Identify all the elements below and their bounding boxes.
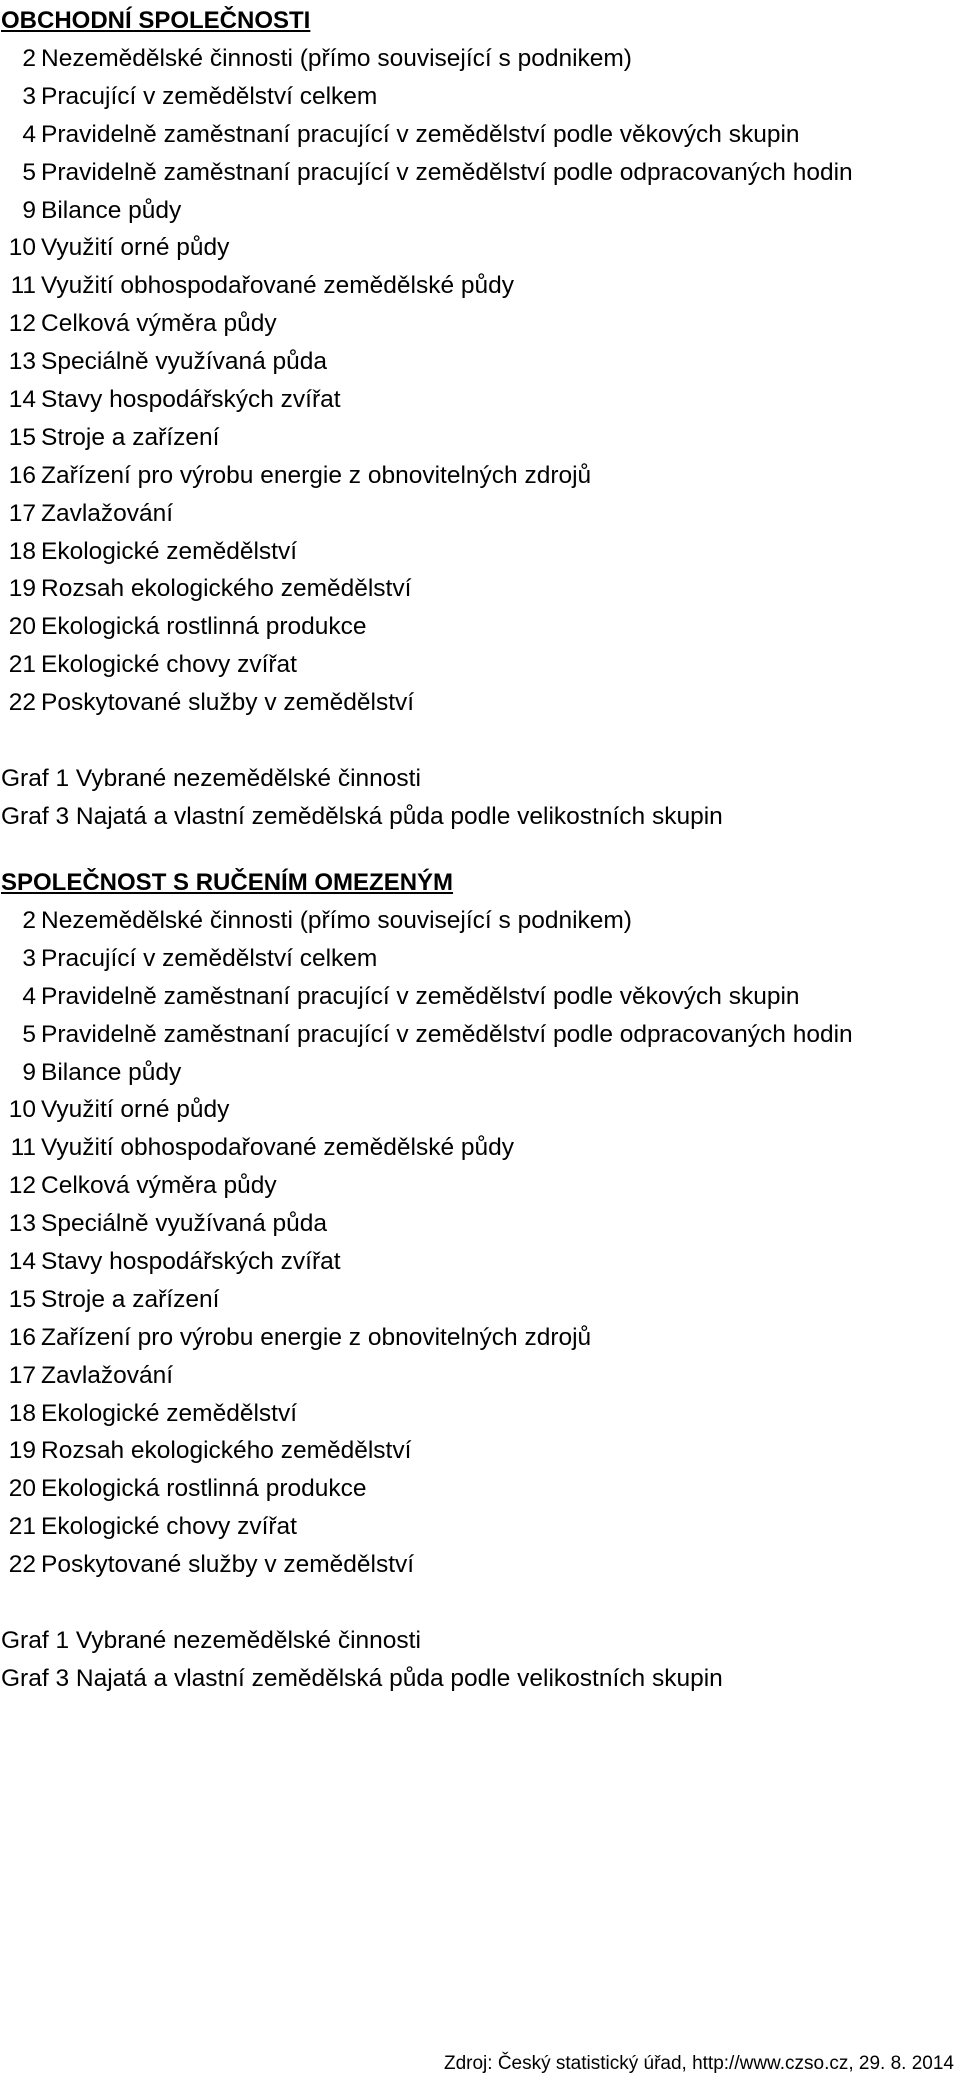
- table-title: Využití obhospodařované zemědělské půdy: [41, 272, 515, 300]
- table-link-item[interactable]: [0, 1054, 960, 1092]
- table-number: 11: [10, 1134, 36, 1162]
- table-title: Rozsah ekologického zemědělství: [41, 575, 412, 603]
- table-link-item[interactable]: [0, 343, 960, 381]
- table-link-item[interactable]: [0, 646, 960, 684]
- table-title: Speciálně využívaná půda: [41, 348, 328, 376]
- table-title: Pravidelně zaměstnaní pracující v zemědělství podle odpracovaných hodin: [41, 1020, 853, 1048]
- table-link-item[interactable]: [0, 1016, 960, 1054]
- section-heading: SPOLEČNOST S RUČENÍM OMEZENÝM: [1, 869, 454, 896]
- source-note: Zdroj: Český statistický úřad, http://www.czso.cz, 29. 8. 2014: [443, 2053, 954, 2074]
- table-title: Stavy hospodářských zvířat: [41, 1248, 341, 1276]
- table-number: 22: [8, 689, 36, 717]
- table-link-item[interactable]: [0, 192, 960, 230]
- graph-link-item[interactable]: Graf 3 Najatá a vlastní zemědělská půda podle velikostních skupin: [1, 1664, 723, 1692]
- table-link-item[interactable]: [0, 1395, 960, 1433]
- table-title: Ekologická rostlinná produkce: [41, 1475, 367, 1503]
- table-title: Celková výměra půdy: [41, 310, 277, 338]
- section-spolecnost-s-rucenim-omezenym: [0, 864, 960, 1698]
- table-number: 11: [10, 272, 36, 300]
- section-obchodni-spolecnosti: [0, 2, 960, 836]
- table-number: 5: [22, 158, 36, 186]
- table-title: Bilance půdy: [41, 1058, 182, 1086]
- table-link-item[interactable]: [0, 1432, 960, 1470]
- table-title: Využití orné půdy: [41, 1096, 230, 1124]
- table-number: 10: [8, 234, 36, 262]
- table-link-item[interactable]: [0, 1357, 960, 1395]
- table-title: Ekologické zemědělství: [41, 537, 298, 565]
- table-number: 22: [8, 1551, 36, 1579]
- graph-link-list: [0, 760, 960, 836]
- table-title: Celková výměra půdy: [41, 1172, 277, 1200]
- section-heading: OBCHODNÍ SPOLEČNOSTI: [1, 7, 311, 34]
- table-number: 13: [8, 1210, 36, 1238]
- table-link-item[interactable]: [0, 684, 960, 722]
- table-title: Pracující v zemědělství celkem: [41, 82, 378, 110]
- table-number: 21: [8, 651, 36, 679]
- table-number: 2: [22, 907, 36, 934]
- table-number: 21: [8, 1513, 36, 1541]
- table-number: 3: [22, 944, 36, 972]
- table-title: Ekologické chovy zvířat: [41, 1513, 297, 1541]
- table-title: Pracující v zemědělství celkem: [41, 944, 378, 972]
- table-title: Stavy hospodářských zvířat: [41, 386, 341, 414]
- table-title: Rozsah ekologického zemědělství: [41, 1437, 412, 1465]
- table-link-item[interactable]: [0, 40, 960, 78]
- table-link-item[interactable]: [0, 1470, 960, 1508]
- table-number: 18: [8, 537, 36, 565]
- table-number: 15: [8, 423, 36, 451]
- table-number: 4: [22, 982, 36, 1010]
- table-title: Stroje a zařízení: [41, 423, 220, 451]
- table-link-list: [0, 902, 960, 1584]
- table-title: Poskytované služby v zemědělství: [41, 1551, 415, 1579]
- table-title: Zavlažování: [41, 499, 174, 527]
- table-title: Pravidelně zaměstnaní pracující v zemědělství podle věkových skupin: [41, 120, 800, 148]
- table-link-item[interactable]: [0, 1167, 960, 1205]
- table-link-item[interactable]: [0, 381, 960, 419]
- table-number: 5: [22, 1020, 36, 1048]
- table-title: Nezemědělské činnosti (přímo související s podnikem): [41, 45, 632, 72]
- table-number: 10: [8, 1096, 36, 1124]
- table-number: 16: [8, 461, 36, 489]
- table-title: Využití obhospodařované zemědělské půdy: [41, 1134, 515, 1162]
- table-number: 12: [8, 1172, 36, 1200]
- table-link-item[interactable]: [0, 533, 960, 571]
- table-number: 9: [22, 1058, 36, 1086]
- table-link-item[interactable]: [0, 940, 960, 978]
- table-title: Bilance půdy: [41, 196, 182, 224]
- table-link-item[interactable]: [0, 1205, 960, 1243]
- table-title: Poskytované služby v zemědělství: [41, 689, 415, 717]
- table-link-item[interactable]: [0, 457, 960, 495]
- table-number: 4: [22, 120, 36, 148]
- table-number: 20: [8, 1475, 36, 1503]
- table-number: 14: [8, 1248, 36, 1276]
- table-link-item[interactable]: [0, 229, 960, 267]
- graph-link-item[interactable]: Graf 1 Vybrané nezemědělské činnosti: [1, 1627, 421, 1655]
- table-title: Zařízení pro výrobu energie z obnovitelných zdrojů: [41, 461, 592, 489]
- table-title: Zavlažování: [41, 1361, 174, 1389]
- table-title: Pravidelně zaměstnaní pracující v zemědělství podle odpracovaných hodin: [41, 158, 853, 186]
- table-number: 17: [8, 1361, 36, 1389]
- table-title: Zařízení pro výrobu energie z obnovitelných zdrojů: [41, 1323, 592, 1351]
- table-title: Ekologická rostlinná produkce: [41, 613, 367, 641]
- table-link-item[interactable]: [0, 902, 960, 940]
- table-number: 15: [8, 1285, 36, 1313]
- table-title: Využití orné půdy: [41, 234, 230, 262]
- table-number: 19: [8, 575, 36, 603]
- table-number: 2: [22, 45, 36, 72]
- graph-link-item[interactable]: Graf 3 Najatá a vlastní zemědělská půda podle velikostních skupin: [1, 802, 723, 830]
- table-link-item[interactable]: [0, 1243, 960, 1281]
- table-link-item[interactable]: [0, 1546, 960, 1584]
- graph-link-item[interactable]: Graf 1 Vybrané nezemědělské činnosti: [1, 765, 421, 793]
- table-number: 3: [22, 82, 36, 110]
- table-link-item[interactable]: [0, 1319, 960, 1357]
- table-number: 18: [8, 1399, 36, 1427]
- table-number: 16: [8, 1323, 36, 1351]
- table-link-item[interactable]: [0, 267, 960, 305]
- table-number: 20: [8, 613, 36, 641]
- table-link-item[interactable]: [0, 78, 960, 116]
- table-link-item[interactable]: [0, 1129, 960, 1167]
- table-number: 13: [8, 348, 36, 376]
- table-link-item[interactable]: [0, 978, 960, 1016]
- table-link-item[interactable]: [0, 1508, 960, 1546]
- table-link-item[interactable]: [0, 1281, 960, 1319]
- table-number: 12: [8, 310, 36, 338]
- table-title: Stroje a zařízení: [41, 1285, 220, 1313]
- table-number: 19: [8, 1437, 36, 1465]
- table-title: Pravidelně zaměstnaní pracující v zemědělství podle věkových skupin: [41, 982, 800, 1010]
- table-number: 14: [8, 386, 36, 414]
- table-title: Speciálně využívaná půda: [41, 1210, 328, 1238]
- table-title: Nezemědělské činnosti (přímo související s podnikem): [41, 907, 632, 934]
- table-number: 17: [8, 499, 36, 527]
- table-link-item[interactable]: [0, 154, 960, 192]
- table-link-item[interactable]: [0, 116, 960, 154]
- table-link-item[interactable]: [0, 495, 960, 533]
- table-title: Ekologické zemědělství: [41, 1399, 298, 1427]
- table-link-item[interactable]: [0, 1091, 960, 1129]
- table-link-item[interactable]: [0, 305, 960, 343]
- table-link-item[interactable]: [0, 570, 960, 608]
- table-link-item[interactable]: [0, 419, 960, 457]
- table-link-list: [0, 40, 960, 722]
- table-number: 9: [22, 196, 36, 224]
- table-title: Ekologické chovy zvířat: [41, 651, 297, 679]
- graph-link-list: [0, 1622, 960, 1698]
- table-link-item[interactable]: [0, 608, 960, 646]
